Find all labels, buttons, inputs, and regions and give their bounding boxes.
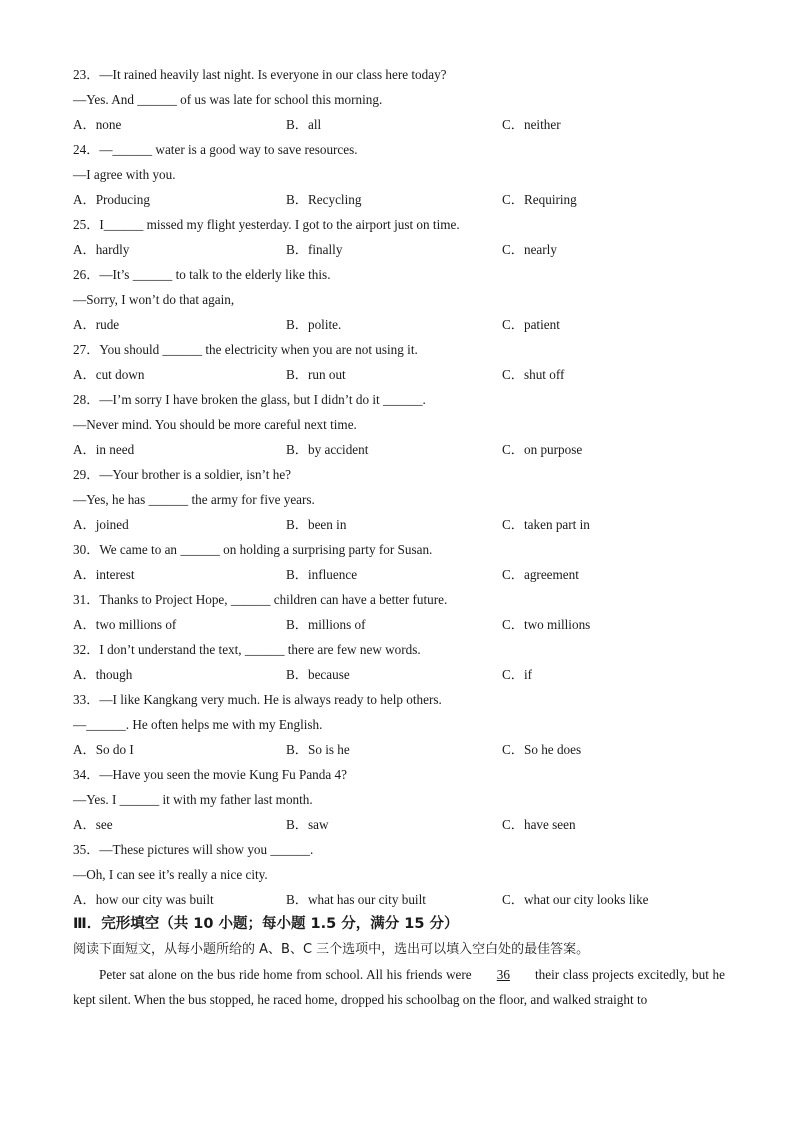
- question-item: [73, 262, 733, 337]
- option-a: A．none: [73, 117, 122, 132]
- option-row: [73, 112, 733, 137]
- question-stem: 27．You should ______ the electricity when you are not using it.: [73, 342, 418, 357]
- option-c: C．shut off: [502, 367, 565, 382]
- question-item: [73, 687, 733, 762]
- option-b: B．millions of: [286, 617, 366, 632]
- section-instruction: 阅读下面短文，从每小题所给的 A、B、C 三个选项中，选出可以填入空白处的最佳答案。: [73, 942, 590, 957]
- question-response: —Oh, I can see it’s really a nice city.: [73, 867, 268, 882]
- question-stem: 31．Thanks to Project Hope, ______ children can have a better future.: [73, 592, 448, 607]
- option-a: A．interest: [73, 567, 135, 582]
- option-c: C．if: [502, 667, 533, 682]
- option-b: B．So is he: [286, 742, 350, 757]
- option-a: A．Producing: [73, 192, 150, 207]
- option-b: B．finally: [286, 242, 343, 257]
- question-response: —Yes. And ______ of us was late for school this morning.: [73, 92, 383, 107]
- question-response: —Sorry, I won’t do that again,: [73, 292, 235, 307]
- question-item: [73, 837, 733, 912]
- option-b: B．polite.: [286, 317, 342, 332]
- option-c: C．what our city looks like: [502, 892, 649, 907]
- document-page: [73, 62, 733, 1012]
- question-response: —Yes. I ______ it with my father last month.: [73, 792, 313, 807]
- option-a: A．joined: [73, 517, 129, 532]
- option-b: B．what has our city built: [286, 892, 426, 907]
- option-c: C．neither: [502, 117, 561, 132]
- question-item: [73, 762, 733, 837]
- question-stem: 23．—It rained heavily last night. Is everyone in our class here today?: [73, 67, 447, 82]
- option-a: A．So do I: [73, 742, 134, 757]
- option-c: C．two millions: [502, 617, 591, 632]
- option-c: C．Requiring: [502, 192, 577, 207]
- option-row: [73, 512, 733, 537]
- option-row: [73, 562, 733, 587]
- question-item: [73, 137, 733, 212]
- option-b: B．Recycling: [286, 192, 362, 207]
- question-item: [73, 337, 733, 387]
- section-title: Ⅲ．完形填空（共 10 小题；每小题 1.5 分，满分 15 分）: [73, 916, 459, 932]
- option-row: [73, 237, 733, 262]
- question-item: [73, 387, 733, 462]
- question-response: —Never mind. You should be more careful next time.: [73, 417, 357, 432]
- option-row: [73, 662, 733, 687]
- option-row: [73, 887, 733, 912]
- question-item: [73, 587, 733, 637]
- question-item: [73, 462, 733, 537]
- question-response: —______. He often helps me with my English.: [73, 717, 323, 732]
- option-c: C．patient: [502, 317, 560, 332]
- option-a: A．hardly: [73, 242, 130, 257]
- option-b: B．because: [286, 667, 350, 682]
- question-stem: 24．—______ water is a good way to save resources.: [73, 142, 358, 157]
- option-c: C．on purpose: [502, 442, 583, 457]
- option-row: [73, 187, 733, 212]
- option-c: C．have seen: [502, 817, 576, 832]
- option-a: A．though: [73, 667, 133, 682]
- option-a: A．cut down: [73, 367, 145, 382]
- question-stem: 29．—Your brother is a soldier, isn’t he?: [73, 467, 292, 482]
- option-b: B．influence: [286, 567, 358, 582]
- option-c: C．So he does: [502, 742, 582, 757]
- option-a: A．rude: [73, 317, 120, 332]
- question-item: [73, 62, 733, 137]
- passage-paragraph: [73, 962, 725, 1012]
- question-item: [73, 637, 733, 687]
- question-stem: 30．We came to an ______ on holding a surprising party for Susan.: [73, 542, 433, 557]
- blank-number: 36: [496, 967, 510, 982]
- option-b: B．run out: [286, 367, 346, 382]
- passage-text-after: their class projects excitedly, but he kept silent. When the bus stopped, he raced home, dropped his schoolbag on the floor, and walked straight to: [73, 967, 725, 1007]
- question-stem: 28．—I’m sorry I have broken the glass, but I didn’t do it ______.: [73, 392, 426, 407]
- question-stem: 25．I______ missed my flight yesterday. I got to the airport just on time.: [73, 217, 460, 232]
- question-item: [73, 212, 733, 262]
- option-b: B．been in: [286, 517, 347, 532]
- option-a: A．how our city was built: [73, 892, 214, 907]
- question-response: —I agree with you.: [73, 167, 176, 182]
- passage-text-before: Peter sat alone on the bus ride home from school. All his friends were: [99, 967, 476, 982]
- option-row: [73, 612, 733, 637]
- option-c: C．taken part in: [502, 517, 590, 532]
- option-row: [73, 362, 733, 387]
- question-stem: 34．—Have you seen the movie Kung Fu Panda 4?: [73, 767, 347, 782]
- option-a: A．see: [73, 817, 113, 832]
- question-item: [73, 537, 733, 587]
- question-stem: 32．I don’t understand the text, ______ there are few new words.: [73, 642, 421, 657]
- option-a: A．two millions of: [73, 617, 177, 632]
- option-b: B．all: [286, 117, 322, 132]
- question-response: —Yes, he has ______ the army for five years.: [73, 492, 315, 507]
- option-a: A．in need: [73, 442, 135, 457]
- option-b: B．by accident: [286, 442, 369, 457]
- option-c: C．agreement: [502, 567, 579, 582]
- option-b: B．saw: [286, 817, 329, 832]
- option-row: [73, 312, 733, 337]
- question-stem: 33．—I like Kangkang very much. He is always ready to help others.: [73, 692, 442, 707]
- question-stem: 35．—These pictures will show you ______.: [73, 842, 314, 857]
- question-stem: 26．—It’s ______ to talk to the elderly like this.: [73, 267, 331, 282]
- option-c: C．nearly: [502, 242, 557, 257]
- question-list: [73, 62, 733, 912]
- option-row: [73, 812, 733, 837]
- option-row: [73, 437, 733, 462]
- option-row: [73, 737, 733, 762]
